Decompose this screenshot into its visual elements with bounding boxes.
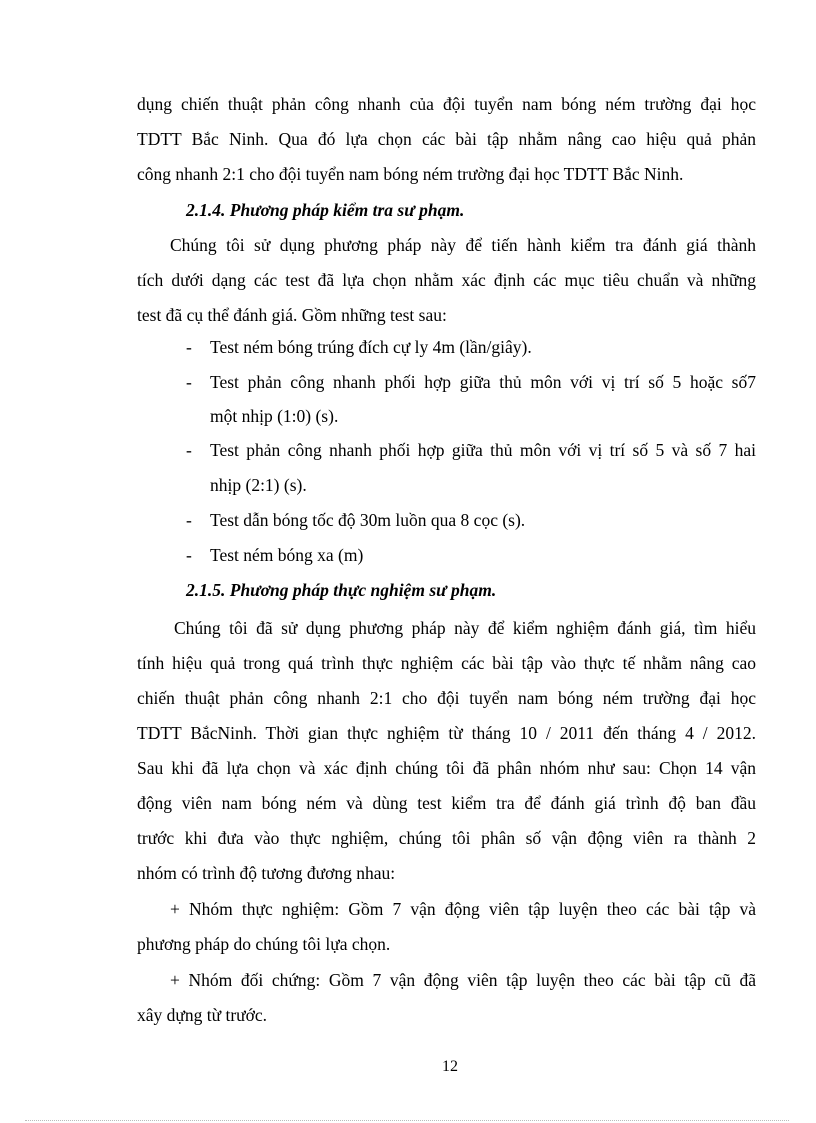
paragraph-3-line-1: Chúng tôi đã sử dụng phương pháp này để kiểm nghiệm đánh giá, tìm hiểu xyxy=(174,618,756,638)
section-heading-2-1-5: 2.1.5. Phương pháp thực nghiệm sư phạm. xyxy=(186,580,497,600)
list-item-test-2-line-1: Test phản công nhanh phối hợp giữa thủ môn với vị trí số 5 hoặc số7 xyxy=(210,372,756,392)
list-item-test-4: Test dẫn bóng tốc độ 30m luồn qua 8 cọc (s). xyxy=(210,510,526,530)
page-bottom-divider xyxy=(25,1120,789,1121)
experimental-group-line-2: phương pháp do chúng tôi lựa chọn. xyxy=(137,934,391,954)
paragraph-3-line-5: Sau khi đã lựa chọn và xác định chúng tôi đã phân nhóm như sau: Chọn 14 vận xyxy=(137,758,756,778)
list-item-test-1: Test ném bóng trúng đích cự ly 4m (lần/giây). xyxy=(210,337,532,357)
list-bullet: - xyxy=(186,440,192,460)
list-bullet: - xyxy=(186,545,192,565)
paragraph-3-line-7: trước khi đưa vào thực nghiệm, chúng tôi phân số vận động viên ra thành 2 xyxy=(137,828,756,848)
paragraph-3-line-6: động viên nam bóng ném và dùng test kiểm tra để đánh giá trình độ ban đầu xyxy=(137,793,756,813)
list-item-test-3-line-1: Test phản công nhanh phối hợp giữa thủ môn với vị trí số 5 và số 7 hai xyxy=(210,440,756,460)
paragraph-3-line-3: chiến thuật phản công nhanh 2:1 cho đội tuyển nam bóng ném trường đại học xyxy=(137,688,756,708)
section-heading-2-1-4: 2.1.4. Phương pháp kiểm tra sư phạm. xyxy=(186,200,465,220)
paragraph-2-line-1: Chúng tôi sử dụng phương pháp này để tiến hành kiểm tra đánh giá thành xyxy=(170,235,756,255)
paragraph-2-line-3: test đã cụ thể đánh giá. Gồm những test sau: xyxy=(137,305,447,325)
paragraph-3-line-8: nhóm có trình độ tương đương nhau: xyxy=(137,863,396,883)
paragraph-3-line-2: tính hiệu quả trong quá trình thực nghiệm các bài tập vào thực tế nhằm nâng cao xyxy=(137,653,756,673)
control-group-line-2: xây dựng từ trước. xyxy=(137,1005,268,1025)
list-item-test-5: Test ném bóng xa (m) xyxy=(210,545,364,565)
list-bullet: - xyxy=(186,372,192,392)
experimental-group-line-1: + Nhóm thực nghiệm: Gồm 7 vận động viên tập luyện theo các bài tập và xyxy=(170,899,756,919)
paragraph-1-line-1: dụng chiến thuật phản công nhanh của đội tuyển nam bóng ném trường đại học xyxy=(137,94,756,114)
paragraph-1-line-3: công nhanh 2:1 cho đội tuyển nam bóng ném trường đại học TDTT Bắc Ninh. xyxy=(137,164,684,184)
control-group-line-1: + Nhóm đối chứng: Gồm 7 vận động viên tập luyện theo các bài tập cũ đã xyxy=(170,970,756,990)
paragraph-2-line-2: tích dưới dạng các test đã lựa chọn nhằm xác định các mục tiêu chuẩn và những xyxy=(137,270,756,290)
paragraph-1-line-2: TDTT Bắc Ninh. Qua đó lựa chọn các bài tập nhằm nâng cao hiệu quả phản xyxy=(137,129,756,149)
list-bullet: - xyxy=(186,510,192,530)
list-bullet: - xyxy=(186,337,192,357)
list-item-test-3-line-2: nhịp (2:1) (s). xyxy=(210,475,307,495)
list-item-test-2-line-2: một nhịp (1:0) (s). xyxy=(210,406,339,426)
page-number: 12 xyxy=(442,1058,458,1075)
paragraph-3-line-4: TDTT BắcNinh. Thời gian thực nghiệm từ tháng 10 / 2011 đến tháng 4 / 2012. xyxy=(137,723,756,743)
